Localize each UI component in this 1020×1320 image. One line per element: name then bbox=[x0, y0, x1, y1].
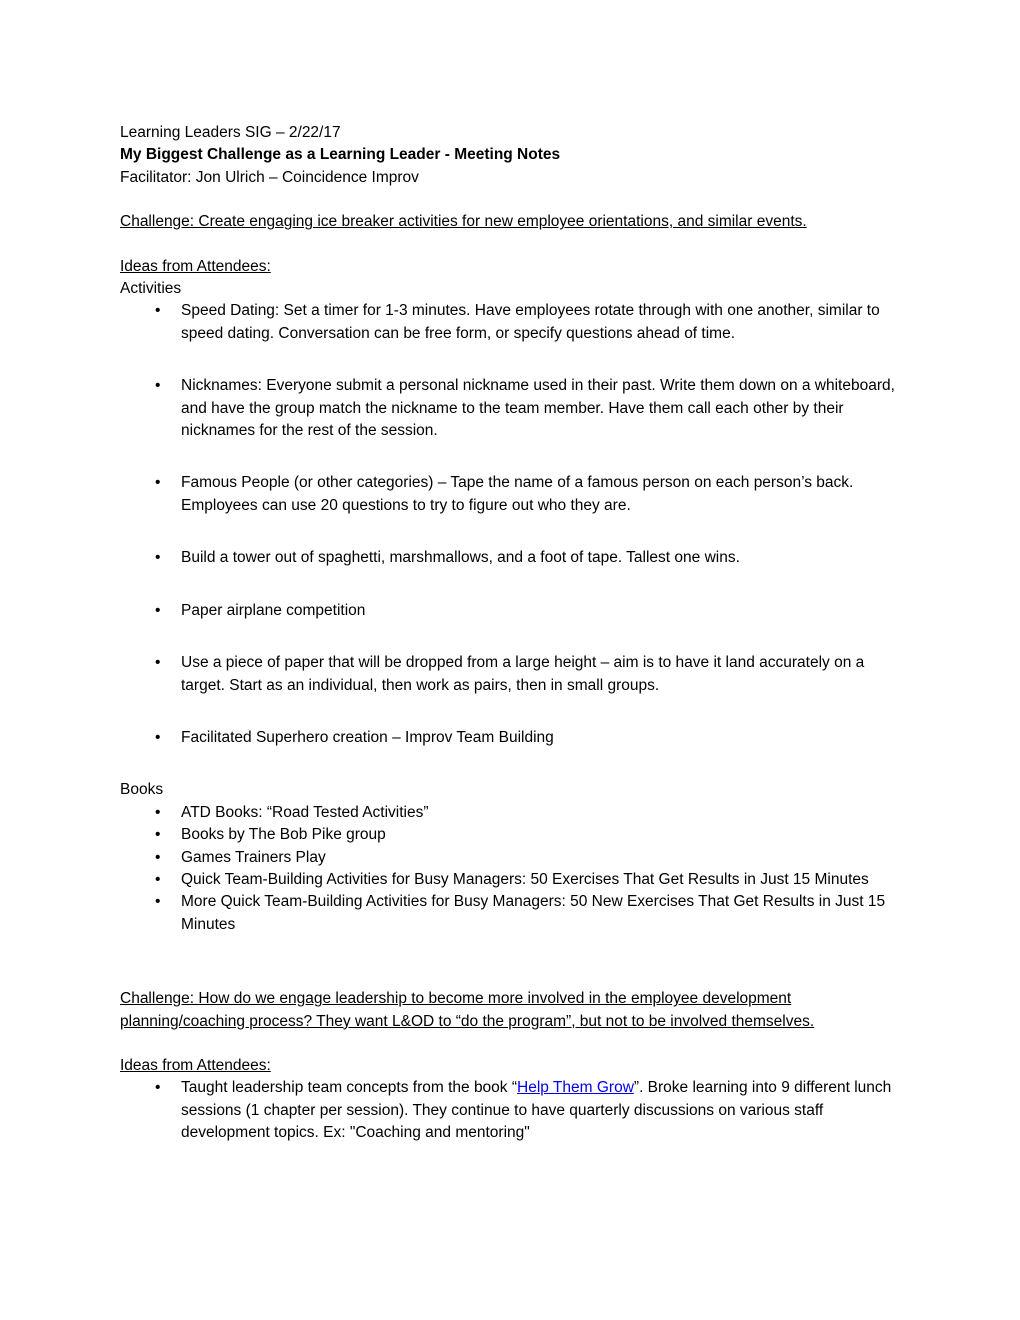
bullet-icon bbox=[155, 1077, 160, 1099]
activities-list bbox=[120, 300, 898, 749]
book-text: Quick Team-Building Activities for Busy Managers: 50 Exercises That Get Results in Just 15 Minutes bbox=[181, 870, 869, 888]
bullet-icon bbox=[155, 375, 160, 397]
book-text: Games Trainers Play bbox=[181, 848, 326, 866]
doc-title: My Biggest Challenge as a Learning Leader - Meeting Notes bbox=[120, 146, 561, 164]
activity-list-item bbox=[120, 727, 898, 749]
bullet-icon bbox=[155, 891, 160, 913]
bullet-icon bbox=[155, 547, 160, 569]
spacer bbox=[120, 234, 898, 256]
activity-text: Use a piece of paper that will be dropped from a large height – aim is to have it land accurately on a target. Start as an individual, then work as pairs, then in small groups. bbox=[181, 654, 865, 694]
bullet-icon bbox=[155, 824, 160, 846]
book-list-item bbox=[120, 802, 898, 824]
activity-text: Facilitated Superhero creation – Improv Team Building bbox=[181, 728, 554, 746]
activity-text: Build a tower out of spaghetti, marshmallows, and a foot of tape. Tallest one wins. bbox=[181, 549, 740, 567]
challenge-2-heading: Challenge: How do we engage leadership to become more involved in the employee development planning/coaching process? They want L&OD to “do the program”, but not to be involved themselves. bbox=[120, 990, 815, 1030]
book-list-item bbox=[120, 824, 898, 846]
bullet-icon bbox=[155, 300, 160, 322]
bullet-icon bbox=[155, 802, 160, 824]
spacer bbox=[120, 189, 898, 211]
ideas-from-attendees-1-heading: Ideas from Attendees: bbox=[120, 257, 271, 275]
activity-list-item bbox=[120, 300, 898, 345]
bullet-icon bbox=[155, 652, 160, 674]
book-text: More Quick Team-Building Activities for Busy Managers: 50 New Exercises That Get Results in Just 15 Minutes bbox=[181, 893, 886, 933]
doc-date-line: Learning Leaders SIG – 2/22/17 bbox=[120, 124, 341, 141]
idea-text-before-link: Taught leadership team concepts from the book “ bbox=[181, 1079, 518, 1097]
bullet-icon bbox=[155, 727, 160, 749]
activity-text: Paper airplane competition bbox=[181, 601, 366, 619]
activity-text: Nicknames: Everyone submit a personal nickname used in their past. Write them down on a whiteboard, and have the group match the nickname to the team member. Have them call each other by their nicknames for the rest of the session. bbox=[181, 377, 895, 440]
facilitator-line: Facilitator: Jon Ulrich – Coincidence Improv bbox=[120, 168, 419, 186]
book-list-item bbox=[120, 847, 898, 869]
book-text: ATD Books: “Road Tested Activities” bbox=[181, 803, 429, 821]
bullet-icon bbox=[155, 869, 160, 891]
spacer bbox=[120, 936, 898, 988]
activity-text: Famous People (or other categories) – Tape the name of a famous person on each person’s back. Employees can use 20 questions to try to figure out who they are. bbox=[181, 474, 854, 514]
book-list-item bbox=[120, 869, 898, 891]
bullet-icon bbox=[155, 600, 160, 622]
activity-text: Speed Dating: Set a timer for 1-3 minutes. Have employees rotate through with one another, similar to speed dating. Conversation can be free form, or specify questions ahead of time. bbox=[181, 302, 880, 342]
books-heading: Books bbox=[120, 781, 164, 799]
book-list-item bbox=[120, 891, 898, 936]
ideas-from-attendees-2-heading: Ideas from Attendees: bbox=[120, 1056, 271, 1074]
activity-list-item bbox=[120, 375, 898, 442]
idea-text-after-link: ”. Broke learning into 9 different lunch sessions (1 chapter per session). They continue to have quarterly discussions on various staff development topics. Ex: "Coaching and mentoring" bbox=[181, 1079, 892, 1142]
help-them-grow-link[interactable]: Help Them Grow bbox=[517, 1079, 634, 1097]
activity-list-item bbox=[120, 547, 898, 569]
activity-list-item bbox=[120, 600, 898, 622]
book-text: Books by The Bob Pike group bbox=[181, 826, 386, 844]
idea-text bbox=[181, 1079, 891, 1141]
challenge-1-heading: Challenge: Create engaging ice breaker activities for new employee orientations, and similar events. bbox=[120, 213, 807, 231]
bullet-icon bbox=[155, 472, 160, 494]
activity-list-item bbox=[120, 652, 898, 697]
spacer bbox=[120, 1033, 898, 1055]
bullet-icon bbox=[155, 847, 160, 869]
idea-list-item bbox=[120, 1077, 898, 1144]
books-list bbox=[120, 802, 898, 936]
activity-list-item bbox=[120, 472, 898, 517]
activities-heading: Activities bbox=[120, 280, 182, 298]
